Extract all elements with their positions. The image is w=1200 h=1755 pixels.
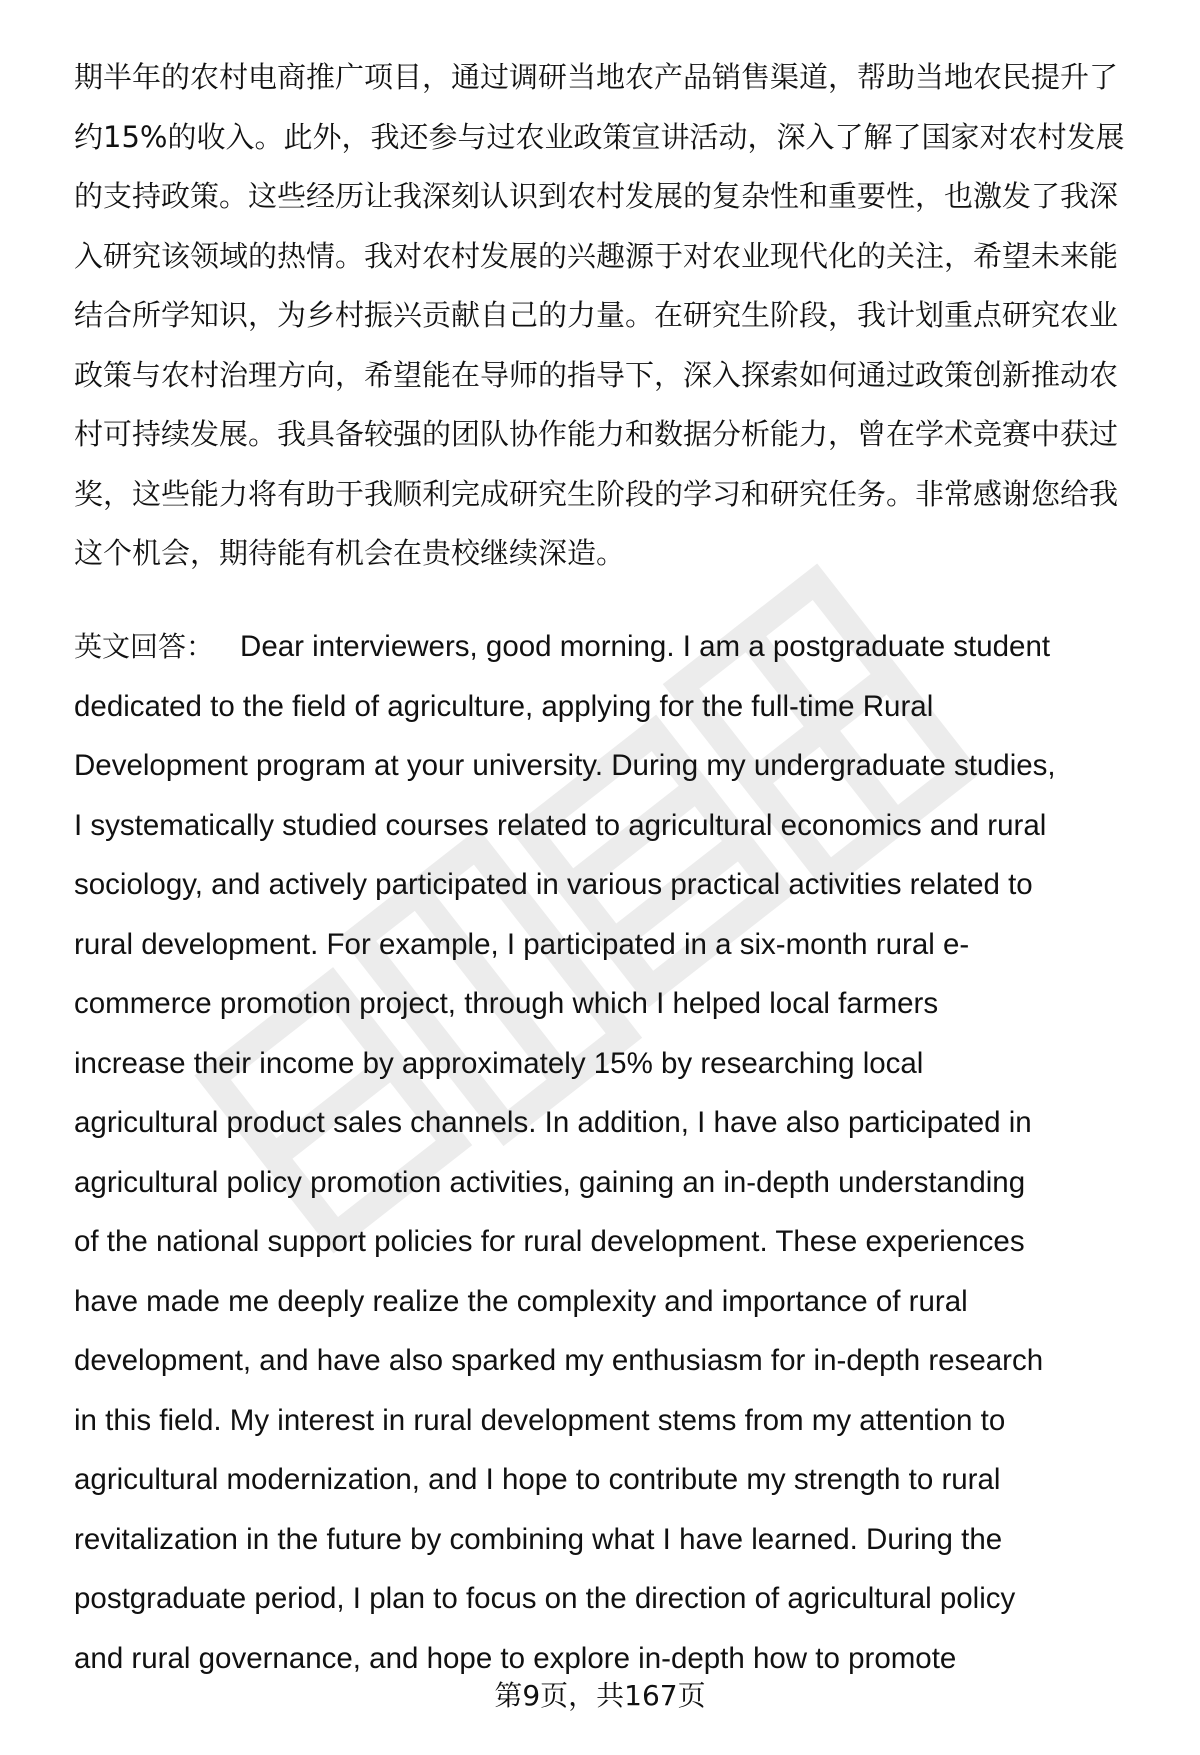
english-text-line: revitalization in the future by combining what I have learned. During the xyxy=(74,1522,1003,1556)
english-text-line: postgraduate period, I plan to focus on the direction of agricultural policy xyxy=(74,1582,1016,1615)
chinese-text-line: 结合所学知识，为乡村振兴贡献自己的力量。在研究生阶段，我计划重点研究农业 xyxy=(74,298,1119,332)
english-answer-label: 英文回答： xyxy=(74,630,215,663)
english-text-line: Development program at your university. During my undergraduate studies, xyxy=(74,749,1056,782)
english-text-line: agricultural product sales channels. In addition, I have also participated in xyxy=(74,1106,1032,1139)
english-answer-paragraph xyxy=(74,617,1164,1688)
chinese-text-line: 入研究该领域的热情。我对农村发展的兴趣源于对农业现代化的关注，希望未来能 xyxy=(74,238,1119,273)
english-text-line: increase their income by approximately 15% by researching local xyxy=(74,1046,924,1080)
english-text-line: dedicated to the field of agriculture, applying for the full-time Rural xyxy=(74,689,934,723)
english-text-line: sociology, and actively participated in various practical activities related to xyxy=(74,868,1033,901)
english-text-line: I systematically studied courses related to agricultural economics and rural xyxy=(74,808,1047,842)
chinese-text-line: 这个机会，期待能有机会在贵校继续深造。 xyxy=(74,536,626,570)
chinese-text-line: 期半年的农村电商推广项目，通过调研当地农产品销售渠道，帮助当地农民提升了 xyxy=(74,60,1119,94)
english-text-line: agricultural modernization, and I hope to contribute my strength to rural xyxy=(74,1463,1001,1496)
chinese-text-line: 约15%的收入。此外，我还参与过农业政策宣讲活动，深入了解了国家对农村发展 xyxy=(74,119,1125,154)
english-text-line: rural development. For example, I participated in a six-month rural e- xyxy=(74,927,970,961)
chinese-text-line: 政策与农村治理方向，希望能在导师的指导下，深入探索如何通过政策创新推动农 xyxy=(74,357,1119,392)
chinese-text-line: 的支持政策。这些经历让我深刻认识到农村发展的复杂性和重要性，也激发了我深 xyxy=(74,179,1119,213)
english-text-line: agricultural policy promotion activities, gaining an in-depth understanding xyxy=(74,1165,1026,1199)
english-text-line: commerce promotion project, through which I helped local farmers xyxy=(74,987,939,1020)
chinese-answer-paragraph xyxy=(74,48,1154,584)
english-text-line: development, and have also sparked my enthusiasm for in-depth research xyxy=(74,1344,1044,1377)
english-text-line: have made me deeply realize the complexity and importance of rural xyxy=(74,1284,968,1318)
english-text-line xyxy=(74,617,1164,677)
english-text-line-content: Dear interviewers, good morning. I am a postgraduate student xyxy=(240,630,1051,663)
english-text-line: of the national support policies for rural development. These experiences xyxy=(74,1225,1025,1258)
english-text-line: in this field. My interest in rural development stems from my attention to xyxy=(74,1403,1006,1437)
page-number-footer: 第9页，共167页 xyxy=(494,1679,706,1712)
chinese-text-line: 奖，这些能力将有助于我顺利完成研究生阶段的学习和研究任务。非常感谢您给我 xyxy=(74,476,1119,511)
chinese-text-line: 村可持续发展。我具备较强的团队协作能力和数据分析能力，曾在学术竞赛中获过 xyxy=(74,417,1119,451)
english-text-line: and rural governance, and hope to explore in-depth how to promote xyxy=(74,1641,957,1675)
